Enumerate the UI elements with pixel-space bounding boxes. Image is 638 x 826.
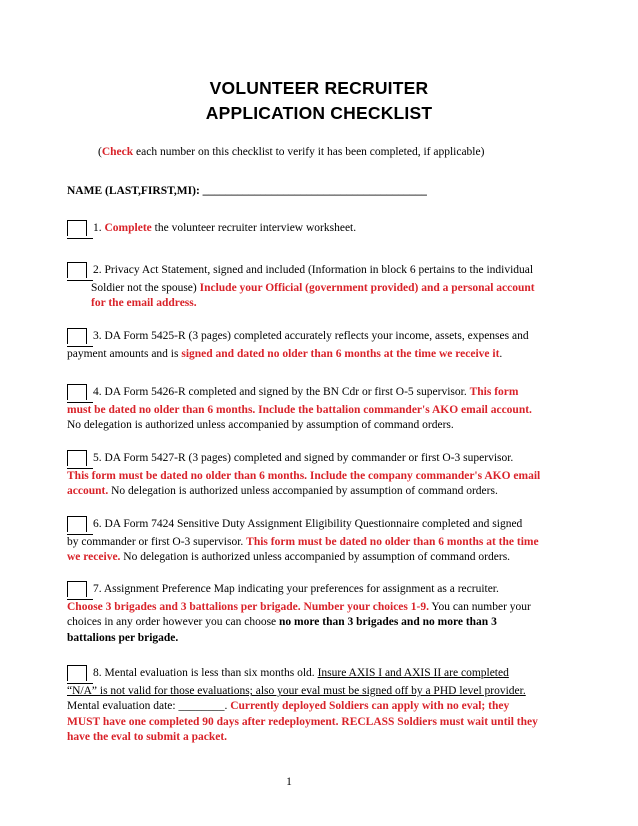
checklist-item-6: 6. DA Form 7424 Sensitive Duty Assignment Eligibility Questionnaire completed and signed by commander or first O-3 supervisor. This form must be dated no older than 6 months at the time we receive. No delegation is authorized unless accompanied by assumption of command orders. bbox=[67, 518, 539, 564]
instruction-check-word: Check bbox=[101, 146, 134, 158]
item-1-checkbox[interactable] bbox=[67, 220, 87, 236]
checklist-item-3: 3. DA Form 5425-R (3 pages) completed accurately reflects your income, assets, expenses and payment amounts and is signed and dated no older than 6 months at the time we receive it. bbox=[67, 330, 529, 361]
item-2-checkbox[interactable] bbox=[67, 262, 87, 278]
title-line-2: APPLICATION CHECKLIST bbox=[205, 103, 433, 123]
item-8-checkbox[interactable] bbox=[67, 665, 87, 681]
checklist-item-5: 5. DA Form 5427-R (3 pages) completed and signed by commander or first O-3 supervisor. This form must be dated no older than 6 months. Include the company commander's AKO email account. No delegation is authorized unless accompanied by assumption of command orders. bbox=[67, 452, 541, 498]
item-3-checkbox[interactable] bbox=[67, 328, 87, 344]
item-4-checkbox[interactable] bbox=[67, 384, 87, 400]
checklist-item-4: 4. DA Form 5426-R completed and signed by the BN Cdr or first O-5 supervisor. This form must be dated no older than 6 months. Include the battalion commander's AKO email account. No delegation is authorized unless accompanied by assumption of command orders. bbox=[67, 386, 532, 432]
checklist-item-8: 8. Mental evaluation is less than six months old. Insure AXIS I and AXIS II are completed “N/A” is not valid for those evaluations; also your eval must be signed off by a PHD level provider. Mental evaluation date: ________. Currently deployed Soldiers can apply with no eval; they MUST have one completed 90 days after redeployment. RECLASS Soldiers must wait until they have the eval to submit a packet. bbox=[67, 667, 538, 743]
name-field[interactable]: NAME (LAST,FIRST,MI): _______________________________________ bbox=[67, 185, 427, 197]
checklist-item-1: 1. Complete the volunteer recruiter interview worksheet. bbox=[67, 220, 587, 239]
checklist-item-2: 2. Privacy Act Statement, signed and included (Information in block 6 pertains to the individual Soldier not the spouse) Include your Official (government provided) and a personal account for the email address. bbox=[67, 262, 587, 312]
title-line-1: VOLUNTEER RECRUITER bbox=[209, 78, 429, 98]
checklist-item-7: 7. Assignment Preference Map indicating your preferences for assignment as a recruiter. Choose 3 brigades and 3 battalions per brigade. Number your choices 1-9. You can number your choices in any order however you can choose no more than 3 brigades and no more than 3 battalions per brigade. bbox=[67, 583, 531, 644]
item-6-checkbox[interactable] bbox=[67, 516, 87, 532]
page-number: 1 bbox=[286, 776, 292, 788]
item-5-checkbox[interactable] bbox=[67, 450, 87, 466]
item-7-checkbox[interactable] bbox=[67, 581, 87, 597]
instruction-text: (Check each number on this checklist to verify it has been completed, if applicable) bbox=[98, 146, 485, 158]
